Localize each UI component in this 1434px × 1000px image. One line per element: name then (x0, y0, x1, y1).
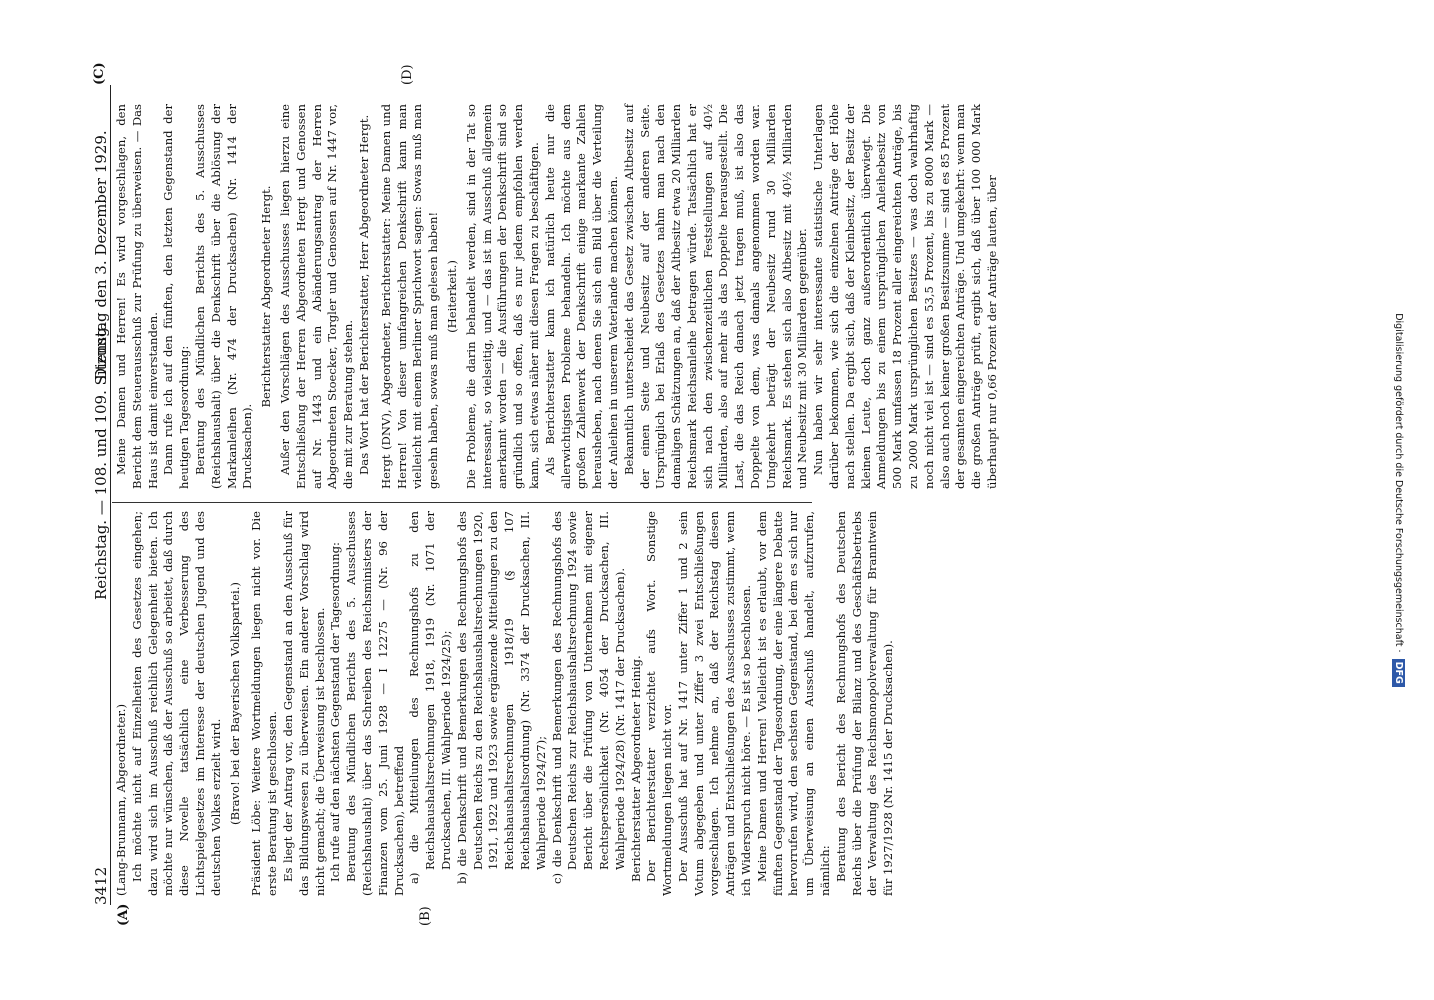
paragraph: Beratung des Mündlichen Berichts des 5. Ausschusses (Reichshaushalt) über das Schreiben des Reichsministers der Finanzen vom 25. Juni 1928 — I 12275 — (Nr. 96 der Drucksachen), betreffend (344, 511, 406, 896)
paragraph: Hergt (DNV), Abgeordneter, Berichterstatter: Meine Damen und Herren! Von dieser umfangreichen Denkschrift kann man vielleicht mit einem Berliner Sprichwort sagen: Sowas muß man gesehn haben, sowas muß man gelesen haben! (378, 104, 441, 489)
paragraph: (Heiterkeit.) (444, 260, 459, 333)
left-column (114, 511, 896, 896)
paragraph: Außer den Vorschlägen des Ausschusses liegen hierzu eine Entschließung der Herren Abgeordneten Hergt und Genossen auf Nr. 1443 und ein Abänderungsantrag der Herren Abgeordneten Stoecker, Torgler und Genossen auf Nr. 1447 vor, die mit zur Beratung stehen. (277, 104, 356, 489)
paragraph: (Lang-Brunnann, Abgeordneter.) (114, 704, 128, 896)
paragraph: a) die Mitteilungen des Rechnungshofs zu den Reichshaushaltsrechnungen 1918, 1919 (Nr. 1071 der Drucksachen, III. Wahlperiode 1924/25); (407, 511, 453, 884)
paragraph: Nun haben wir sehr interessante statistische Unterlagen darüber bekommen, wie sich die einzelnen Anträge der Höhe nach stellen. Da ergibt sich, daß der Kleinbesitz, der Besitz der kleinen Leute, doch ganz außerordentlich überwiegt. Die Anmeldungen bis zu einem ursprünglichen Anleihebesitz von 500 Mark umfassen 18 Prozent aller eingereichten Anträge, bis zu 2000 Mark ursprünglichen Besitzes — was doch wahrhaftig noch nicht viel ist — sind es 53,5 Prozent, bis zu 8000 Mark — also auch noch keiner großen Besitzsumme — sind es 85 Prozent der gesamten eingereichten Anträge. Und umgekehrt: wenn man die großen Anträge prüft, ergibt sich, daß über 100 000 Mark überhaupt nur 0,66 Prozent der Anträge lauten, über (811, 104, 1000, 489)
paragraph: Ich möchte nicht auf Einzelheiten des Gesetzes eingehen; dazu wird sich im Ausschuß reichlich Gelegenheit bieten. Ich möchte nur wünschen, daß der Ausschuß so arbeitet, daß durch diese Novelle tatsächlich eine Verbesserung des Lichtspielgesetzes im Interesse der deutschen Jugend und des deutschen Volkes erzielt wird. (129, 511, 223, 896)
paragraph: Der Berichterstatter verzichtet aufs Wort. Sonstige Wortmeldungen liegen nicht vor. (644, 511, 675, 896)
digitization-note-text: Digitalisierung gefördert durch die Deutsche Forschungsgemeinschaft · (1393, 313, 1404, 653)
dfg-logo: DFG (1392, 659, 1405, 687)
header-rule (110, 85, 111, 905)
paragraph: Berichterstatter Abgeordneter Hergt. (259, 185, 274, 408)
column-divider (112, 502, 812, 503)
margin-mark-b: (B) (418, 906, 433, 926)
paragraph: Beratung des Bericht des Rechnungshofs des Deutschen Reichs über die Prüfung der Bilanz und des Geschäftsbetriebs der Verwaltung des Reichsmonopolverwaltung für Branntwein für 1927/1928 (Nr. 1415 der Drucksachen). (833, 511, 896, 896)
paragraph: Ich rufe auf den nächsten Gegenstand der Tagesordnung: (328, 542, 343, 882)
paragraph: b) die Denkschrift und Bemerkungen des Rechnungshofs des Deutschen Reichs zu den Reichshaushaltsrechnungen 1920, 1921, 1922 und 1923 sowie ergänzende Mitteilungen zu den Reichshaushaltsrechnungen 1918/19 (§ 107 Reichshaushaltsordnung) (Nr. 3374 der Drucksachen, III. Wahlperiode 1924/27); (454, 511, 548, 884)
paragraph: Der Ausschuß hat auf Nr. 1417 unter Ziffer 1 und 2 sein Votum abgegeben und unter Ziffer 3 zwei Entschließungen vorgeschlagen. Ich nehme an, daß der Reichstag diesen Anträgen und Entschließungen des Ausschusses zustimmt, wenn ich Widerspruch nicht höre. — Es ist so beschlossen. (675, 511, 754, 896)
paragraph: Bekanntlich unterscheidet das Gesetz zwischen Altbesitz auf der einen Seite und Neubesitz auf der anderen Seite. Ursprünglich bei Erlaß des Gesetzes nahm man nach den damaligen Schätzungen an, daß der Altbesitz etwa 20 Milliarden Reichsmark Reichsanleihe betragen würde. Tatsächlich hat er sich nach den zwischenzeitlichen Feststellungen auf 40½ Milliarden, also auf mehr als das Doppelte herausgestellt. Die Last, die das Reich danach jetzt tragen muß, ist also das Doppelte von dem, was damals angenommen worden war. Umgekehrt beträgt der Neubesitz rund 30 Milliarden Reichsmark. Es stehen sich also Altbesitz mit 40½ Milliarden und Neubesitz mit 30 Milliarden gegenüber. (621, 104, 810, 489)
paragraph: Die Probleme, die darin behandelt werden, sind in der Tat so interessant, so vielseitig, und — das ist im Ausschuß allgemein anerkannt worden — die Ausführungen der Denkschrift sind so gründlich und so offen, daß es nur jedem empfohlen werden kann, sich etwas näher mit diesen Fragen zu beschäftigen. (463, 104, 541, 489)
paragraph: Meine Damen und Herren! Vielleicht ist es erlaubt, vor dem fünften Gegenstand der Tagesordnung, der eine längere Debatte hervorrufen wird, den sechsten Gegenstand, bei dem es sich nur um Überweisung an einen Ausschuß handelt, aufzurufen, nämlich: (754, 511, 833, 896)
paragraph: Beratung des Mündlichen Berichts des 5. Ausschusses (Reichshaushalt) über die Denkschrift über die Ablösung der Markanleihen (Nr. 474 der Drucksachen) (Nr. 1414 der Drucksachen). (192, 104, 255, 489)
paragraph: Dann rufe ich auf den fünften, den letzten Gegenstand der heutigen Tagesordnung: (161, 104, 192, 489)
margin-mark-d: (D) (400, 64, 415, 85)
paragraph: Präsident Löbe: Weitere Wortmeldungen liegen nicht vor. Die erste Beratung ist geschlossen. (249, 511, 280, 896)
paragraph: Das Wort hat der Berichterstatter, Herr Abgeordneter Hergt. (356, 114, 371, 475)
session-title: Reichstag. — 108. und 109. Sitzung. (92, 322, 110, 600)
margin-mark-c: (C) (92, 62, 107, 85)
digitization-note (1386, 0, 1410, 1000)
paragraph: (Bravo! bei der Bayerischen Volkspartei.) (227, 582, 242, 825)
paragraph: Meine Damen und Herren! Es wird vorgeschlagen, den Bericht dem Steuerausschuß zur Prüfung zu überweisen. — Das Haus ist damit einverstanden. (114, 104, 160, 489)
paragraph: Als Berichterstatter kann ich natürlich heute nur die allerwichtigsten Probleme behandeln. Ich möchte aus dem großen Zahlenwerk der Denkschrift einige markante Zahlen herausheben, nach denen Sie sich ein Bild über die Verteilung der Anleihen in unserem Vaterlande machen können. (542, 104, 620, 489)
paragraph: Es liegt der Antrag vor, den Gegenstand an den Ausschuß für das Bildungswesen zu überweisen. Ein anderer Vorschlag wird nicht gemacht; die Überweisung ist beschlossen. (280, 511, 327, 896)
margin-mark-a: (A) (116, 903, 131, 926)
right-column (114, 104, 1000, 489)
paragraph: c) die Denkschrift und Bemerkungen des Rechnungshofs des Deutschen Reichs zur Reichshaushaltsrechnung 1924 sowie Bericht über die Prüfung von Unternehmen mit eigener Rechtspersönlichkeit (Nr. 4054 der Drucksachen, III. Wahlperiode 1924/28) (Nr. 1417 der Drucksachen). (549, 511, 627, 884)
session-date: Dienstag den 3. Dezember 1929. (92, 130, 110, 380)
paragraph: Berichterstatter Abgeordneter Heinig. (628, 655, 643, 882)
page-number: 3412 (92, 866, 110, 905)
